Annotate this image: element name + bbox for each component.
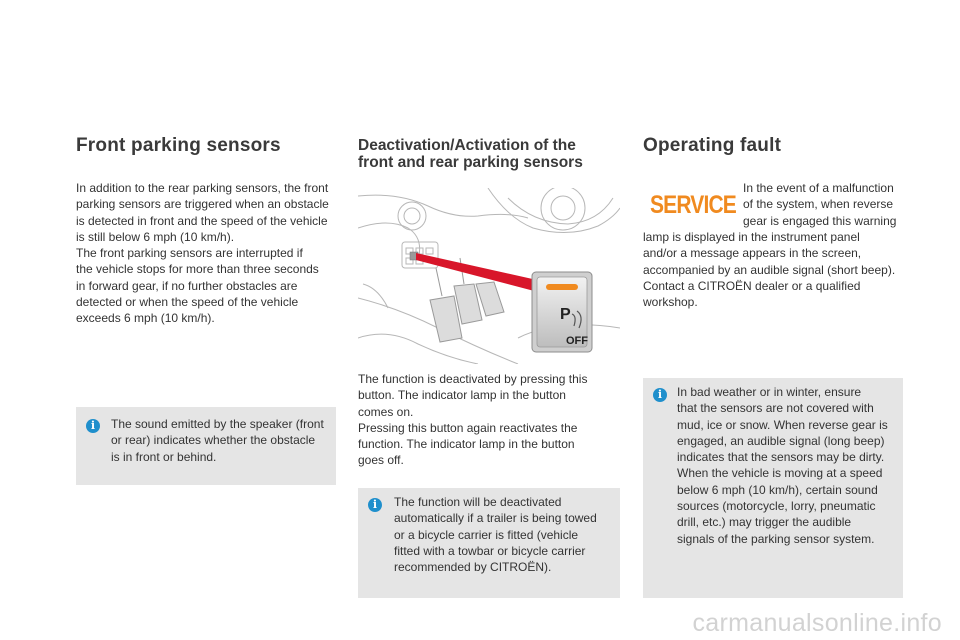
deactivation-title-line2: front and rear parking sensors bbox=[358, 154, 583, 171]
operating-fault-title: Operating fault bbox=[643, 135, 782, 156]
parking-symbol: P bbox=[560, 306, 571, 323]
operating-fault-body-long: lamp is displayed in the instrument panel and/or a message appears in the screen, accompanied by an audible signal (short beep). Contact a CITROËN dealer or a qualified workshop. bbox=[643, 230, 896, 310]
info-note-deactivation-text: The function will be deactivated automatically if a trailer is being towed or a bicycle carrier is fitted (vehicle fitted with a towbar or bicycle carrier recommended by CITROËN). bbox=[394, 495, 597, 575]
deactivation-title bbox=[358, 137, 583, 171]
operating-fault-body-short: In the event of a malfunction of the system, when reverse gear is engaged this warning bbox=[743, 181, 897, 228]
watermark: carmanualsonline.info bbox=[692, 609, 942, 637]
info-icon: i bbox=[86, 419, 100, 433]
info-note-fault-text: In bad weather or in winter, ensure that the sensors are not covered with mud, ice or snow. When reverse gear is engaged, an audible signal (long beep) indicates that the sensors may be dirty. When the vehicle is moving at a speed below 6 mph (10 km/h), certain sound sources (motorcycle, lorry, pneumatic drill, etc.) may trigger the audible signals of the parking sensor system. bbox=[677, 385, 888, 546]
info-note-deactivation bbox=[358, 488, 620, 598]
service-warning-icon bbox=[650, 183, 736, 223]
front-parking-title: Front parking sensors bbox=[76, 135, 281, 156]
info-note-fault bbox=[643, 378, 903, 598]
info-icon: i bbox=[653, 388, 667, 402]
service-label: SERVICE bbox=[650, 191, 736, 219]
deactivation-body: The function is deactivated by pressing this button. The indicator lamp in the button comes on. Pressing this button again reactivates the function. The indicator lamp in the button goes off. bbox=[358, 372, 588, 468]
deactivation-title-line1: Deactivation/Activation of the bbox=[358, 137, 576, 154]
front-parking-body: In addition to the rear parking sensors, the front parking sensors are triggered when an obstacle is detected in front and the speed of the vehicle is still below 6 mph (10 km/h). The front parking sensors are interrupted if the vehicle stops for more than three seconds in forward gear, if no further obstacles are detected or when the speed of the vehicle exceeds 6 mph (10 km/h). bbox=[76, 181, 329, 326]
info-note-front-text: The sound emitted by the speaker (front or rear) indicates whether the obstacle is in front or behind. bbox=[111, 417, 324, 464]
off-button-label: OFF bbox=[566, 335, 588, 347]
info-note-front bbox=[76, 407, 336, 485]
info-icon: i bbox=[368, 498, 382, 512]
